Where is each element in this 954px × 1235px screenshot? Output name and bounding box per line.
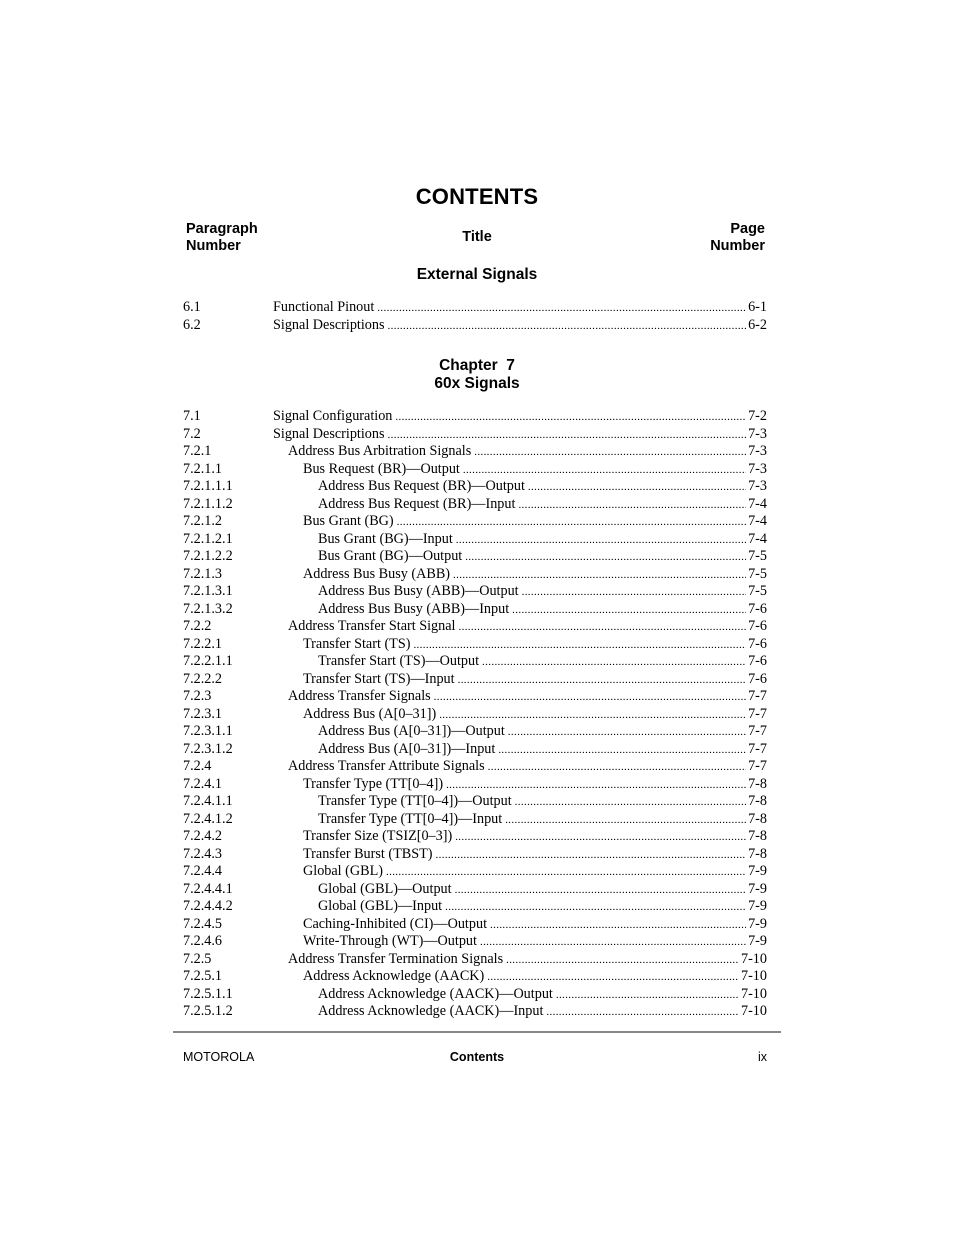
toc-entry[interactable] bbox=[183, 636, 767, 654]
toc-entry-body bbox=[318, 741, 767, 760]
toc-entry-title: Global (GBL)—Output bbox=[318, 880, 452, 897]
toc-entry[interactable] bbox=[183, 776, 767, 794]
toc-entry-body bbox=[288, 758, 767, 777]
toc-entry-title: Functional Pinout bbox=[273, 299, 375, 315]
toc-dot-leader bbox=[498, 742, 746, 760]
toc-entry-title: Signal Descriptions bbox=[273, 425, 385, 442]
toc-entry-title: Address Bus Busy (ABB)—Output bbox=[318, 583, 519, 599]
toc-entry-page: 7-7 bbox=[748, 723, 767, 739]
toc-entry-body bbox=[303, 916, 767, 935]
toc-entry-body bbox=[288, 618, 767, 637]
toc-entry-number: 7.2.4.4.2 bbox=[183, 898, 233, 914]
column-header-title: Title bbox=[462, 229, 492, 245]
toc-dot-leader bbox=[436, 847, 747, 865]
toc-entry-body bbox=[318, 601, 767, 620]
toc-entry[interactable] bbox=[183, 653, 767, 671]
toc-entry-title: Global (GBL)—Input bbox=[318, 898, 443, 914]
toc-entry-title: Address Bus Request (BR)—Input bbox=[318, 495, 516, 512]
toc-entry-number: 7.2.4.4 bbox=[183, 863, 223, 879]
toc-entry-number: 7.2.1.2 bbox=[183, 513, 223, 529]
toc-entry-body bbox=[273, 299, 767, 318]
toc-entry-page: 7-5 bbox=[748, 565, 767, 582]
toc-dot-leader bbox=[546, 1004, 739, 1022]
toc-entry-page: 7-10 bbox=[740, 985, 767, 1002]
toc-entry-body bbox=[303, 846, 767, 865]
toc-entry-title: Address Bus Busy (ABB)—Input bbox=[318, 600, 510, 617]
toc-entry-number: 7.2.1.2.1 bbox=[183, 530, 233, 547]
toc-entry-title: Address Transfer Termination Signals bbox=[288, 950, 504, 967]
toc-entry-body bbox=[318, 496, 767, 515]
toc-entry-page: 6-2 bbox=[748, 316, 767, 333]
toc-entry-number: 7.2.4.1 bbox=[183, 775, 223, 792]
toc-dot-leader bbox=[490, 917, 746, 935]
toc-entry[interactable] bbox=[183, 828, 767, 846]
toc-entry-page: 7-5 bbox=[748, 548, 767, 564]
toc-entry[interactable] bbox=[183, 793, 767, 811]
toc-entry-body bbox=[303, 776, 767, 795]
toc-entry[interactable] bbox=[183, 688, 767, 706]
toc-entry-number: 7.2.1.3.1 bbox=[183, 583, 233, 599]
toc-entry-title: Caching-Inhibited (CI)—Output bbox=[303, 915, 488, 932]
toc-entry-title: Address Acknowledge (AACK)—Input bbox=[318, 1003, 544, 1019]
toc-entry-page: 7-7 bbox=[748, 688, 767, 704]
footer-divider bbox=[173, 1031, 781, 1033]
toc-entry-title: Transfer Start (TS)—Output bbox=[318, 653, 480, 669]
toc-entry-page: 7-5 bbox=[748, 583, 767, 599]
toc-entry-title: Address Bus (A[0–31]) bbox=[303, 705, 437, 722]
toc-entry-title: Bus Request (BR)—Output bbox=[303, 460, 460, 477]
toc-dot-leader bbox=[445, 899, 746, 917]
toc-entry-page: 7-4 bbox=[748, 495, 767, 512]
toc-entry[interactable] bbox=[183, 811, 767, 829]
toc-entry-number: 7.2.4.1.2 bbox=[183, 810, 233, 827]
toc-entry-number: 7.2.1.1.2 bbox=[183, 495, 233, 512]
toc-entry[interactable] bbox=[183, 426, 767, 444]
toc-entry-number: 7.2.1.1.1 bbox=[183, 478, 233, 494]
toc-entry-body bbox=[318, 898, 767, 917]
toc-dot-leader bbox=[518, 497, 746, 515]
toc-entry-title: Address Bus Busy (ABB) bbox=[303, 565, 451, 582]
toc-entry[interactable] bbox=[183, 916, 767, 934]
toc-entry-body bbox=[318, 723, 767, 742]
toc-entry-page: 7-9 bbox=[748, 915, 767, 932]
toc-entry-number: 6.2 bbox=[183, 316, 201, 333]
toc-entry-number: 7.2.4.4.1 bbox=[183, 880, 233, 897]
toc-list-external-signals bbox=[183, 299, 767, 334]
toc-dot-leader bbox=[388, 427, 747, 445]
chapter-title: External Signals bbox=[416, 266, 538, 283]
toc-entry-title: Address Acknowledge (AACK)—Output bbox=[318, 985, 553, 1002]
toc-entry-body bbox=[273, 408, 767, 427]
toc-dot-leader bbox=[482, 654, 746, 672]
toc-entry-body bbox=[318, 653, 767, 672]
toc-entry-number: 7.2.4 bbox=[183, 758, 212, 774]
footer-section: Contents bbox=[449, 1050, 505, 1064]
toc-entry-page: 7-10 bbox=[740, 968, 767, 984]
toc-entry-number: 7.2.4.2 bbox=[183, 828, 223, 844]
toc-entry-body bbox=[303, 636, 767, 655]
toc-entry-number: 7.2.4.6 bbox=[183, 933, 223, 949]
toc-entry-page: 7-8 bbox=[748, 775, 767, 792]
toc-entry-number: 7.2.4.1.1 bbox=[183, 793, 233, 809]
toc-entry[interactable] bbox=[183, 1003, 767, 1021]
toc-entry-number: 7.2.1.1 bbox=[183, 460, 223, 477]
toc-entry-page: 7-8 bbox=[748, 810, 767, 827]
toc-entry-title: Signal Configuration bbox=[273, 408, 393, 424]
toc-entry[interactable] bbox=[183, 566, 767, 584]
toc-entry-title: Transfer Burst (TBST) bbox=[303, 845, 433, 862]
toc-entry-title: Transfer Type (TT[0–4])—Input bbox=[318, 810, 503, 827]
toc-entry[interactable] bbox=[183, 951, 767, 969]
toc-entry[interactable] bbox=[183, 513, 767, 531]
toc-dot-leader bbox=[456, 532, 746, 550]
toc-entry[interactable] bbox=[183, 531, 767, 549]
toc-entry-title: Transfer Type (TT[0–4]) bbox=[303, 775, 444, 792]
toc-dot-leader bbox=[455, 882, 746, 900]
toc-dot-leader bbox=[505, 812, 746, 830]
toc-entry-body bbox=[303, 968, 767, 987]
footer-company: MOTOROLA bbox=[183, 1050, 255, 1064]
toc-dot-leader bbox=[512, 602, 746, 620]
chapter-heading-60x-signals bbox=[0, 357, 954, 393]
footer-page-number: ix bbox=[757, 1050, 767, 1064]
toc-entry-number: 7.2.2.2 bbox=[183, 670, 223, 687]
toc-dot-leader bbox=[413, 637, 746, 655]
toc-entry-title: Bus Grant (BG)—Input bbox=[318, 530, 453, 547]
toc-entry[interactable] bbox=[183, 618, 767, 636]
toc-dot-leader bbox=[528, 479, 746, 497]
toc-entry[interactable] bbox=[183, 299, 767, 317]
toc-entry-body bbox=[318, 986, 767, 1005]
toc-entry-body bbox=[303, 863, 767, 882]
toc-dot-leader bbox=[556, 987, 739, 1005]
toc-entry-number: 7.2.3 bbox=[183, 688, 212, 704]
toc-entry-page: 7-9 bbox=[748, 933, 767, 949]
toc-entry-number: 7.2.5 bbox=[183, 950, 212, 967]
toc-dot-leader bbox=[439, 707, 746, 725]
column-header-page-line2: Number bbox=[710, 238, 765, 254]
toc-entry-title: Address Bus Arbitration Signals bbox=[288, 443, 472, 459]
toc-entry-body bbox=[303, 828, 767, 847]
toc-entry-body bbox=[318, 1003, 767, 1022]
toc-entry[interactable] bbox=[183, 601, 767, 619]
toc-dot-leader bbox=[386, 864, 746, 882]
toc-dot-leader bbox=[446, 777, 746, 795]
toc-entry-page: 7-4 bbox=[748, 513, 767, 529]
toc-entry[interactable] bbox=[183, 408, 767, 426]
toc-entry-number: 7.2.2 bbox=[183, 618, 212, 634]
toc-entry-body bbox=[303, 513, 767, 532]
toc-entry-title: Address Transfer Signals bbox=[288, 688, 431, 704]
toc-entry[interactable] bbox=[183, 846, 767, 864]
toc-entry-title: Address Transfer Start Signal bbox=[288, 618, 456, 634]
toc-entry-page: 7-3 bbox=[748, 425, 767, 442]
toc-dot-leader bbox=[395, 409, 746, 427]
toc-dot-leader bbox=[459, 619, 747, 637]
toc-entry-page: 7-6 bbox=[748, 635, 767, 652]
toc-entry[interactable] bbox=[183, 758, 767, 776]
toc-entry-page: 7-4 bbox=[748, 530, 767, 547]
toc-dot-leader bbox=[487, 969, 739, 987]
toc-dot-leader bbox=[397, 514, 746, 532]
toc-entry-body bbox=[273, 317, 767, 336]
toc-entry-body bbox=[303, 933, 767, 952]
toc-entry-number: 7.2.5.1.2 bbox=[183, 1003, 233, 1019]
toc-dot-leader bbox=[474, 444, 746, 462]
toc-entry-page: 7-8 bbox=[748, 845, 767, 862]
toc-entry[interactable] bbox=[183, 443, 767, 461]
column-header-page-line1: Page bbox=[730, 221, 765, 237]
toc-dot-leader bbox=[463, 462, 746, 480]
toc-entry-number: 7.1 bbox=[183, 408, 201, 424]
toc-entry-number: 7.2.1.3.2 bbox=[183, 600, 233, 617]
toc-entry[interactable] bbox=[183, 933, 767, 951]
toc-entry-title: Address Acknowledge (AACK) bbox=[303, 968, 485, 984]
toc-entry-number: 7.2.3.1 bbox=[183, 705, 223, 722]
toc-entry-page: 7-9 bbox=[748, 898, 767, 914]
toc-entry[interactable] bbox=[183, 881, 767, 899]
toc-entry-title: Address Bus (A[0–31])—Output bbox=[318, 723, 505, 739]
toc-entry-page: 7-7 bbox=[748, 758, 767, 774]
toc-entry-page: 7-6 bbox=[748, 618, 767, 634]
toc-entry-page: 7-3 bbox=[748, 478, 767, 494]
toc-dot-leader bbox=[434, 689, 746, 707]
toc-entry-number: 7.2.1 bbox=[183, 443, 212, 459]
toc-dot-leader bbox=[508, 724, 746, 742]
toc-entry-page: 7-8 bbox=[748, 793, 767, 809]
toc-entry[interactable] bbox=[183, 583, 767, 601]
toc-entry-page: 7-7 bbox=[748, 740, 767, 757]
toc-entry-number: 7.2.4.5 bbox=[183, 915, 223, 932]
toc-entry-title: Write-Through (WT)—Output bbox=[303, 933, 477, 949]
column-header-page-number bbox=[710, 221, 765, 255]
toc-entry-number: 7.2.4.3 bbox=[183, 845, 223, 862]
toc-entry-number: 6.1 bbox=[183, 299, 201, 315]
toc-entry-page: 7-6 bbox=[748, 600, 767, 617]
toc-entry-page: 7-6 bbox=[748, 670, 767, 687]
toc-entry-number: 7.2.5.1 bbox=[183, 968, 223, 984]
toc-dot-leader bbox=[488, 759, 746, 777]
toc-entry-number: 7.2 bbox=[183, 425, 201, 442]
toc-dot-leader bbox=[458, 672, 746, 690]
toc-entry-title: Transfer Size (TSIZ[0–3]) bbox=[303, 828, 453, 844]
toc-entry[interactable] bbox=[183, 496, 767, 514]
toc-entry[interactable] bbox=[183, 461, 767, 479]
toc-list-60x-signals bbox=[183, 408, 767, 1021]
toc-entry-body bbox=[318, 478, 767, 497]
toc-entry-body bbox=[318, 583, 767, 602]
toc-entry[interactable] bbox=[183, 706, 767, 724]
toc-entry-page: 7-7 bbox=[748, 705, 767, 722]
toc-entry-page: 7-10 bbox=[740, 1003, 767, 1019]
toc-entry-title: Signal Descriptions bbox=[273, 316, 385, 333]
toc-dot-leader bbox=[480, 934, 746, 952]
toc-entry-body bbox=[303, 566, 767, 585]
toc-entry-page: 7-3 bbox=[748, 443, 767, 459]
toc-entry-body bbox=[288, 443, 767, 462]
toc-entry[interactable] bbox=[183, 986, 767, 1004]
toc-entry-title: Address Transfer Attribute Signals bbox=[288, 758, 485, 774]
toc-dot-leader bbox=[465, 549, 746, 567]
toc-entry-number: 7.2.1.2.2 bbox=[183, 548, 233, 564]
toc-entry-body bbox=[288, 951, 767, 970]
toc-dot-leader bbox=[506, 952, 739, 970]
toc-entry[interactable] bbox=[183, 478, 767, 496]
toc-entry-page: 7-2 bbox=[748, 408, 767, 424]
toc-entry-number: 7.2.5.1.1 bbox=[183, 985, 233, 1002]
toc-dot-leader bbox=[388, 318, 747, 336]
toc-entry-page: 7-9 bbox=[748, 863, 767, 879]
toc-dot-leader bbox=[377, 300, 746, 318]
toc-entry-number: 7.2.1.3 bbox=[183, 565, 223, 582]
toc-entry-page: 7-9 bbox=[748, 880, 767, 897]
toc-entry[interactable] bbox=[183, 898, 767, 916]
toc-dot-leader bbox=[455, 829, 746, 847]
toc-entry-number: 7.2.2.1 bbox=[183, 635, 223, 652]
toc-entry-body bbox=[318, 548, 767, 567]
toc-entry[interactable] bbox=[183, 968, 767, 986]
toc-entry-title: Address Bus (A[0–31])—Input bbox=[318, 740, 496, 757]
toc-entry-page: 7-3 bbox=[748, 460, 767, 477]
toc-entry-title: Bus Grant (BG) bbox=[303, 513, 394, 529]
toc-entry-body bbox=[303, 706, 767, 725]
toc-entry[interactable] bbox=[183, 548, 767, 566]
toc-entry-title: Transfer Type (TT[0–4])—Output bbox=[318, 793, 512, 809]
toc-entry-title: Address Bus Request (BR)—Output bbox=[318, 478, 525, 494]
toc-entry-body bbox=[318, 793, 767, 812]
column-header-paragraph-line1: Paragraph bbox=[186, 221, 258, 237]
toc-entry-number: 7.2.2.1.1 bbox=[183, 653, 233, 669]
toc-entry-title: Bus Grant (BG)—Output bbox=[318, 548, 463, 564]
chapter-heading-external-signals bbox=[0, 266, 954, 284]
toc-dot-leader bbox=[453, 567, 746, 585]
toc-entry[interactable] bbox=[183, 863, 767, 881]
toc-entry-title: Transfer Start (TS)—Input bbox=[303, 670, 455, 687]
toc-entry-body bbox=[318, 531, 767, 550]
column-header-paragraph-line2: Number bbox=[186, 238, 241, 254]
toc-entry-page: 7-10 bbox=[740, 950, 767, 967]
toc-entry-page: 6-1 bbox=[748, 299, 767, 315]
toc-entry-number: 7.2.3.1.1 bbox=[183, 723, 233, 739]
toc-dot-leader bbox=[515, 794, 746, 812]
toc-entry[interactable] bbox=[183, 723, 767, 741]
toc-entry-body bbox=[303, 671, 767, 690]
chapter-label: Chapter 7 bbox=[439, 357, 515, 374]
toc-entry-body bbox=[303, 461, 767, 480]
page-title: CONTENTS bbox=[415, 184, 539, 209]
toc-entry-number: 7.2.3.1.2 bbox=[183, 740, 233, 757]
toc-entry[interactable] bbox=[183, 671, 767, 689]
toc-dot-leader bbox=[522, 584, 746, 602]
toc-entry-body bbox=[273, 426, 767, 445]
toc-entry-title: Global (GBL) bbox=[303, 863, 383, 879]
chapter-title: 60x Signals bbox=[434, 375, 520, 392]
toc-entry-page: 7-8 bbox=[748, 828, 767, 844]
toc-entry-page: 7-6 bbox=[748, 653, 767, 669]
toc-entry-body bbox=[288, 688, 767, 707]
toc-entry-body bbox=[318, 881, 767, 900]
toc-entry-body bbox=[318, 811, 767, 830]
toc-entry[interactable] bbox=[183, 317, 767, 335]
toc-entry-title: Transfer Start (TS) bbox=[303, 635, 411, 652]
toc-entry[interactable] bbox=[183, 741, 767, 759]
